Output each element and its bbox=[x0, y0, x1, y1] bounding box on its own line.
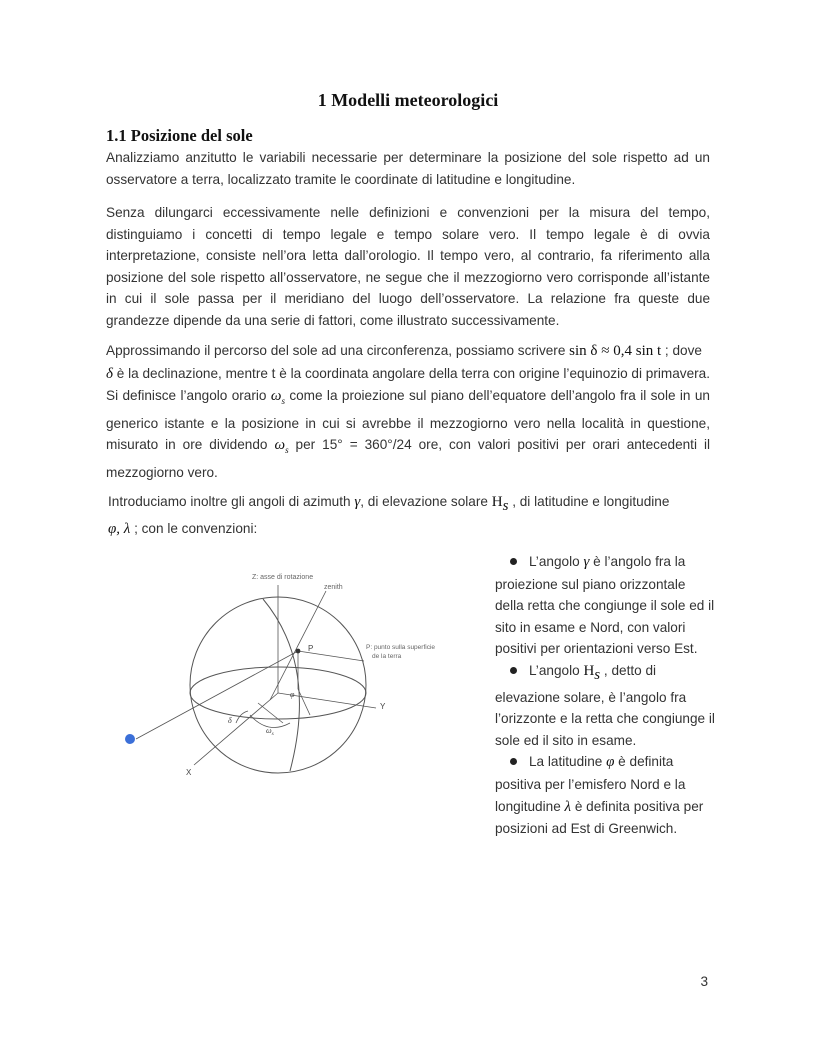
section-heading: 1.1 Posizione del sole bbox=[106, 126, 253, 145]
bullet-icon bbox=[510, 758, 517, 765]
omega-symbol: $\omega_s$ bbox=[270, 388, 285, 407]
text-span: Approssimando il percorso del sole ad una circonferenza, possiamo scrivere bbox=[106, 343, 570, 358]
text-span: è la declinazione, mentre t è la coordinata angolare della terra con origine l’equinozio di primavera. Si definisce l’angolo orario bbox=[106, 365, 710, 404]
bullet-icon bbox=[510, 667, 517, 674]
label-omega: $\omega_s$ bbox=[266, 726, 274, 737]
bullet-icon bbox=[510, 558, 517, 565]
text-span: per 15° = 360°/24 ore, con valori positivi per orari antecedenti il mezzogiorno vero. bbox=[106, 437, 710, 480]
label-zenith: zenith bbox=[324, 584, 343, 591]
list-item-latitude: La latitudine φ è definita positiva per l’emisfero Nord e la longitudine λ è definita positiva per posizioni ad Est di Greenwich. bbox=[495, 754, 704, 837]
conventions-list bbox=[495, 551, 715, 840]
projection-line bbox=[258, 703, 283, 723]
label-delta: δ bbox=[228, 716, 232, 725]
meridian-arc bbox=[263, 599, 299, 771]
label-x: X bbox=[186, 768, 192, 777]
list-item-azimuth: L’angolo γ è l’angolo fra la proiezione sul piano orizzontale della retta che congiunge il sole ed il sito in esame e Nord, con valori positivi per orientazioni verso Est. bbox=[495, 554, 715, 657]
paragraph-declination bbox=[106, 340, 710, 484]
text-span: , di elevazione solare bbox=[360, 494, 492, 509]
declination-formula: sin δ ≈ 0,4 sin t bbox=[569, 343, 662, 359]
gamma-symbol: γ bbox=[583, 554, 590, 570]
label-rotation-axis: Z: asse di rotazione bbox=[252, 574, 314, 581]
hs-symbol: $H_s$ bbox=[491, 494, 509, 514]
text-span: ; con le convenzioni: bbox=[130, 520, 258, 536]
paragraph-intro: Analizziamo anzitutto le variabili necessarie per determinare la posizione del sole rispetto ad un osservatore a terra, localizzato tramite le coordinate di latitudine e longitudine. bbox=[106, 150, 710, 187]
point-p bbox=[296, 649, 301, 654]
celestial-sphere-diagram bbox=[118, 565, 478, 780]
label-y: Y bbox=[380, 702, 386, 711]
phi-lambda-symbols: φ, λ bbox=[108, 520, 131, 537]
gamma-symbol: γ bbox=[354, 494, 361, 510]
text-span: , di latitudine e longitudine bbox=[508, 494, 670, 509]
paragraph-time: Senza dilungarci eccessivamente nelle definizioni e convenzioni per la misura del tempo, distinguiamo i concetti di tempo legale e tempo solare vero. Il tempo legale è di ovvia interpretazione, consiste nell’ora letta dall’orologio. Il tempo vero, al contrario, fa riferimento alla posizione del sole rispetto all’osservatore, ne segue che il mezzogiorno vero corrisponde all’istante in cui il sole passa per il meridiano del luogo dell’osservatore. La relazione fra queste due grandezze dipende da una serie di fattori, come illustrato successivamente. bbox=[106, 205, 710, 328]
paragraph-angles bbox=[108, 491, 708, 540]
list-item-elevation: L’angolo $H_s$ , detto di elevazione solare, è l’angolo fra l’orizzonte e la retta che congiunge il sole ed il sito in esame. bbox=[495, 662, 715, 748]
hs-symbol: $H_s$ bbox=[583, 662, 601, 683]
phi-symbol: φ bbox=[606, 754, 615, 771]
label-surface: P: punto sulla superficie bbox=[366, 644, 436, 651]
omega-symbol-2: $\omega_s$ bbox=[274, 437, 289, 456]
sun-ray bbox=[136, 651, 298, 739]
sun-icon bbox=[125, 734, 135, 744]
label-p: P bbox=[308, 644, 314, 653]
chapter-title: 1 Modelli meteorologici bbox=[317, 90, 499, 110]
page-number: 3 bbox=[700, 974, 708, 989]
label-phi: φ bbox=[290, 690, 295, 699]
delta-symbol: δ bbox=[106, 365, 113, 382]
text-span: Introduciamo inoltre gli angoli di azimuth bbox=[108, 494, 355, 509]
lambda-symbol: λ bbox=[564, 798, 572, 815]
text-span: ; dove bbox=[661, 343, 702, 358]
label-surface-2: de la terra bbox=[372, 653, 402, 660]
text-span: come la proiezione sul piano dell’equatore dell’angolo fra il sole in un generico istante e la posizione in cui si avrebbe il mezzogiorno vero nella località in questione, misurato in ore dividendo bbox=[106, 388, 710, 453]
